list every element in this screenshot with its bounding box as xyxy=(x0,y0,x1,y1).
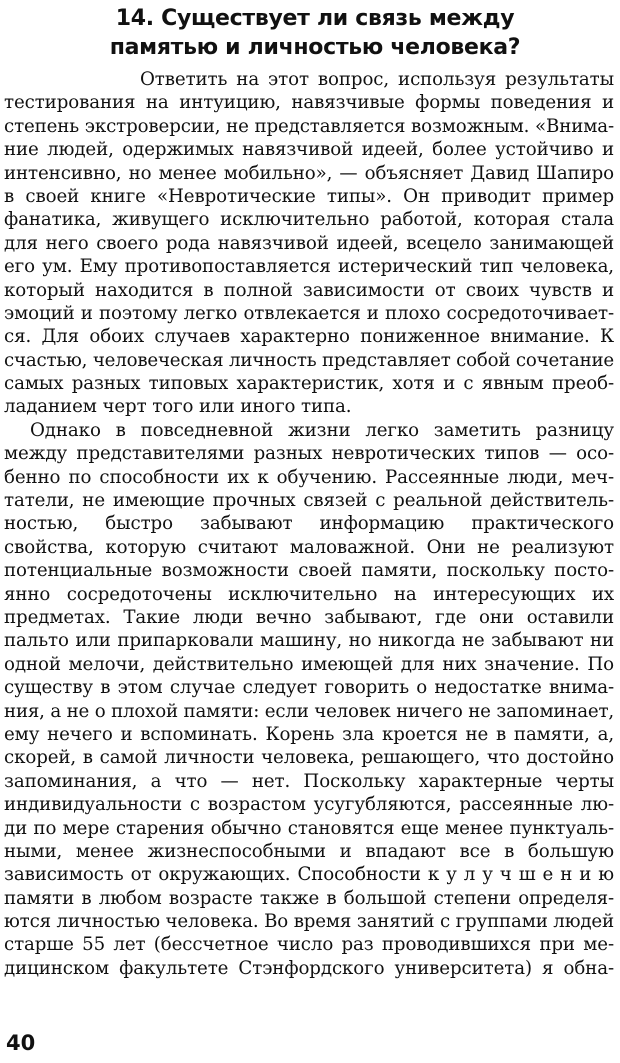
text-line: ладанием черт того или иного типа. xyxy=(4,396,352,418)
text-line: между представителями разных невротических типов — осо- xyxy=(4,443,614,465)
text-line: потенциальные возможности своей памяти, поскольку посто- xyxy=(4,560,614,582)
text-line: самых разных типовых характеристик, хотя и с явным преоб- xyxy=(4,373,614,395)
text-line: татели, не имеющие прочных связей с реальной действитель- xyxy=(4,490,614,512)
text-line: памяти в любом возрасте также в большой степени определя- xyxy=(4,887,614,909)
text-line: дицинском факультете Стэнфордского университета) я обна- xyxy=(4,957,614,979)
text-line: счастью, человеческая личность представляет собой сочетание xyxy=(4,349,614,371)
text-line: зависимость от окружающих. Способности к у л у ч ш е н и ю xyxy=(4,864,614,886)
body-text xyxy=(4,68,614,980)
text-line: его ум. Ему противопоставляется истерический тип человека, xyxy=(4,256,614,278)
text-line: бенно по способности их к обучению. Рассеянные люди, меч- xyxy=(4,466,614,488)
text-line: ему нечего и вспоминать. Корень зла кроется не в памяти, а, xyxy=(4,723,614,745)
text-line: степень экстроверсии, не представляется возможным. «Внима- xyxy=(4,115,614,137)
text-line: ются личностью человека. Во время занятий с группами людей xyxy=(4,911,614,933)
text-line: индивидуальности с возрастом усугубляются, рассеянные лю- xyxy=(4,794,614,816)
text-line: ди по мере старения обычно становятся еще менее пунктуаль- xyxy=(4,817,614,839)
text-line: интенсивно, но менее мобильно», — объясняет Давид Шапиро xyxy=(4,162,614,184)
text-line: предметах. Такие люди вечно забывают, где они оставили xyxy=(4,606,614,628)
page-number: 40 xyxy=(6,1031,36,1055)
text-line: фанатика, живущего исключительно работой, которая стала xyxy=(4,209,614,231)
section-heading xyxy=(100,4,530,62)
text-line: Однако в повседневной жизни легко заметить разницу xyxy=(30,419,614,441)
text-line: для него своего рода навязчивой идеей, всецело занимающей xyxy=(4,232,614,254)
heading-line: 14. Существует ли связь между xyxy=(115,6,515,31)
text-line: в своей книге «Невротические типы». Он приводит пример xyxy=(4,185,614,207)
text-line: скорей, в самой личности человека, решающего, что достойно xyxy=(4,747,614,769)
text-line: который находится в полной зависимости от своих чувств и xyxy=(4,279,614,301)
text-line: ния, а не о плохой памяти: если человек ничего не запоминает, xyxy=(4,700,614,722)
text-line: ние людей, одержимых навязчивой идеей, более устойчиво и xyxy=(4,139,614,161)
text-line: Ответить на этот вопрос, используя результаты xyxy=(140,69,614,90)
text-line: ностью, быстро забывают информацию практического xyxy=(4,513,614,535)
text-line: запоминания, а что — нет. Поскольку характерные черты xyxy=(4,770,614,792)
paragraph xyxy=(4,68,614,419)
text-line: ся. Для обоих случаев характерно пониженное внимание. К xyxy=(4,326,614,348)
text-line: существу в этом случае следует говорить о недостатке внима- xyxy=(4,677,614,699)
text-line: одной мелочи, действительно имеющей для них значение. По xyxy=(4,653,614,675)
text-line: янно сосредоточены исключительно на интересующих их xyxy=(4,583,614,605)
text-line: старше 55 лет (бессчетное число раз проводившихся при ме- xyxy=(4,934,614,956)
text-line: ными, менее жизнеспособными и впадают все в большую xyxy=(4,840,614,862)
heading-line: памятью и личностью человека? xyxy=(109,35,521,60)
text-line: тестирования на интуицию, навязчивые формы поведения и xyxy=(4,92,614,114)
paragraph xyxy=(4,419,614,980)
text-line: свойства, которую считают маловажной. Они не реализуют xyxy=(4,536,614,558)
text-line: пальто или припарковали машину, но никогда не забывают ни xyxy=(4,630,614,652)
text-line: эмоций и поэтому легко отвлекается и плохо сосредоточивает- xyxy=(4,302,614,324)
